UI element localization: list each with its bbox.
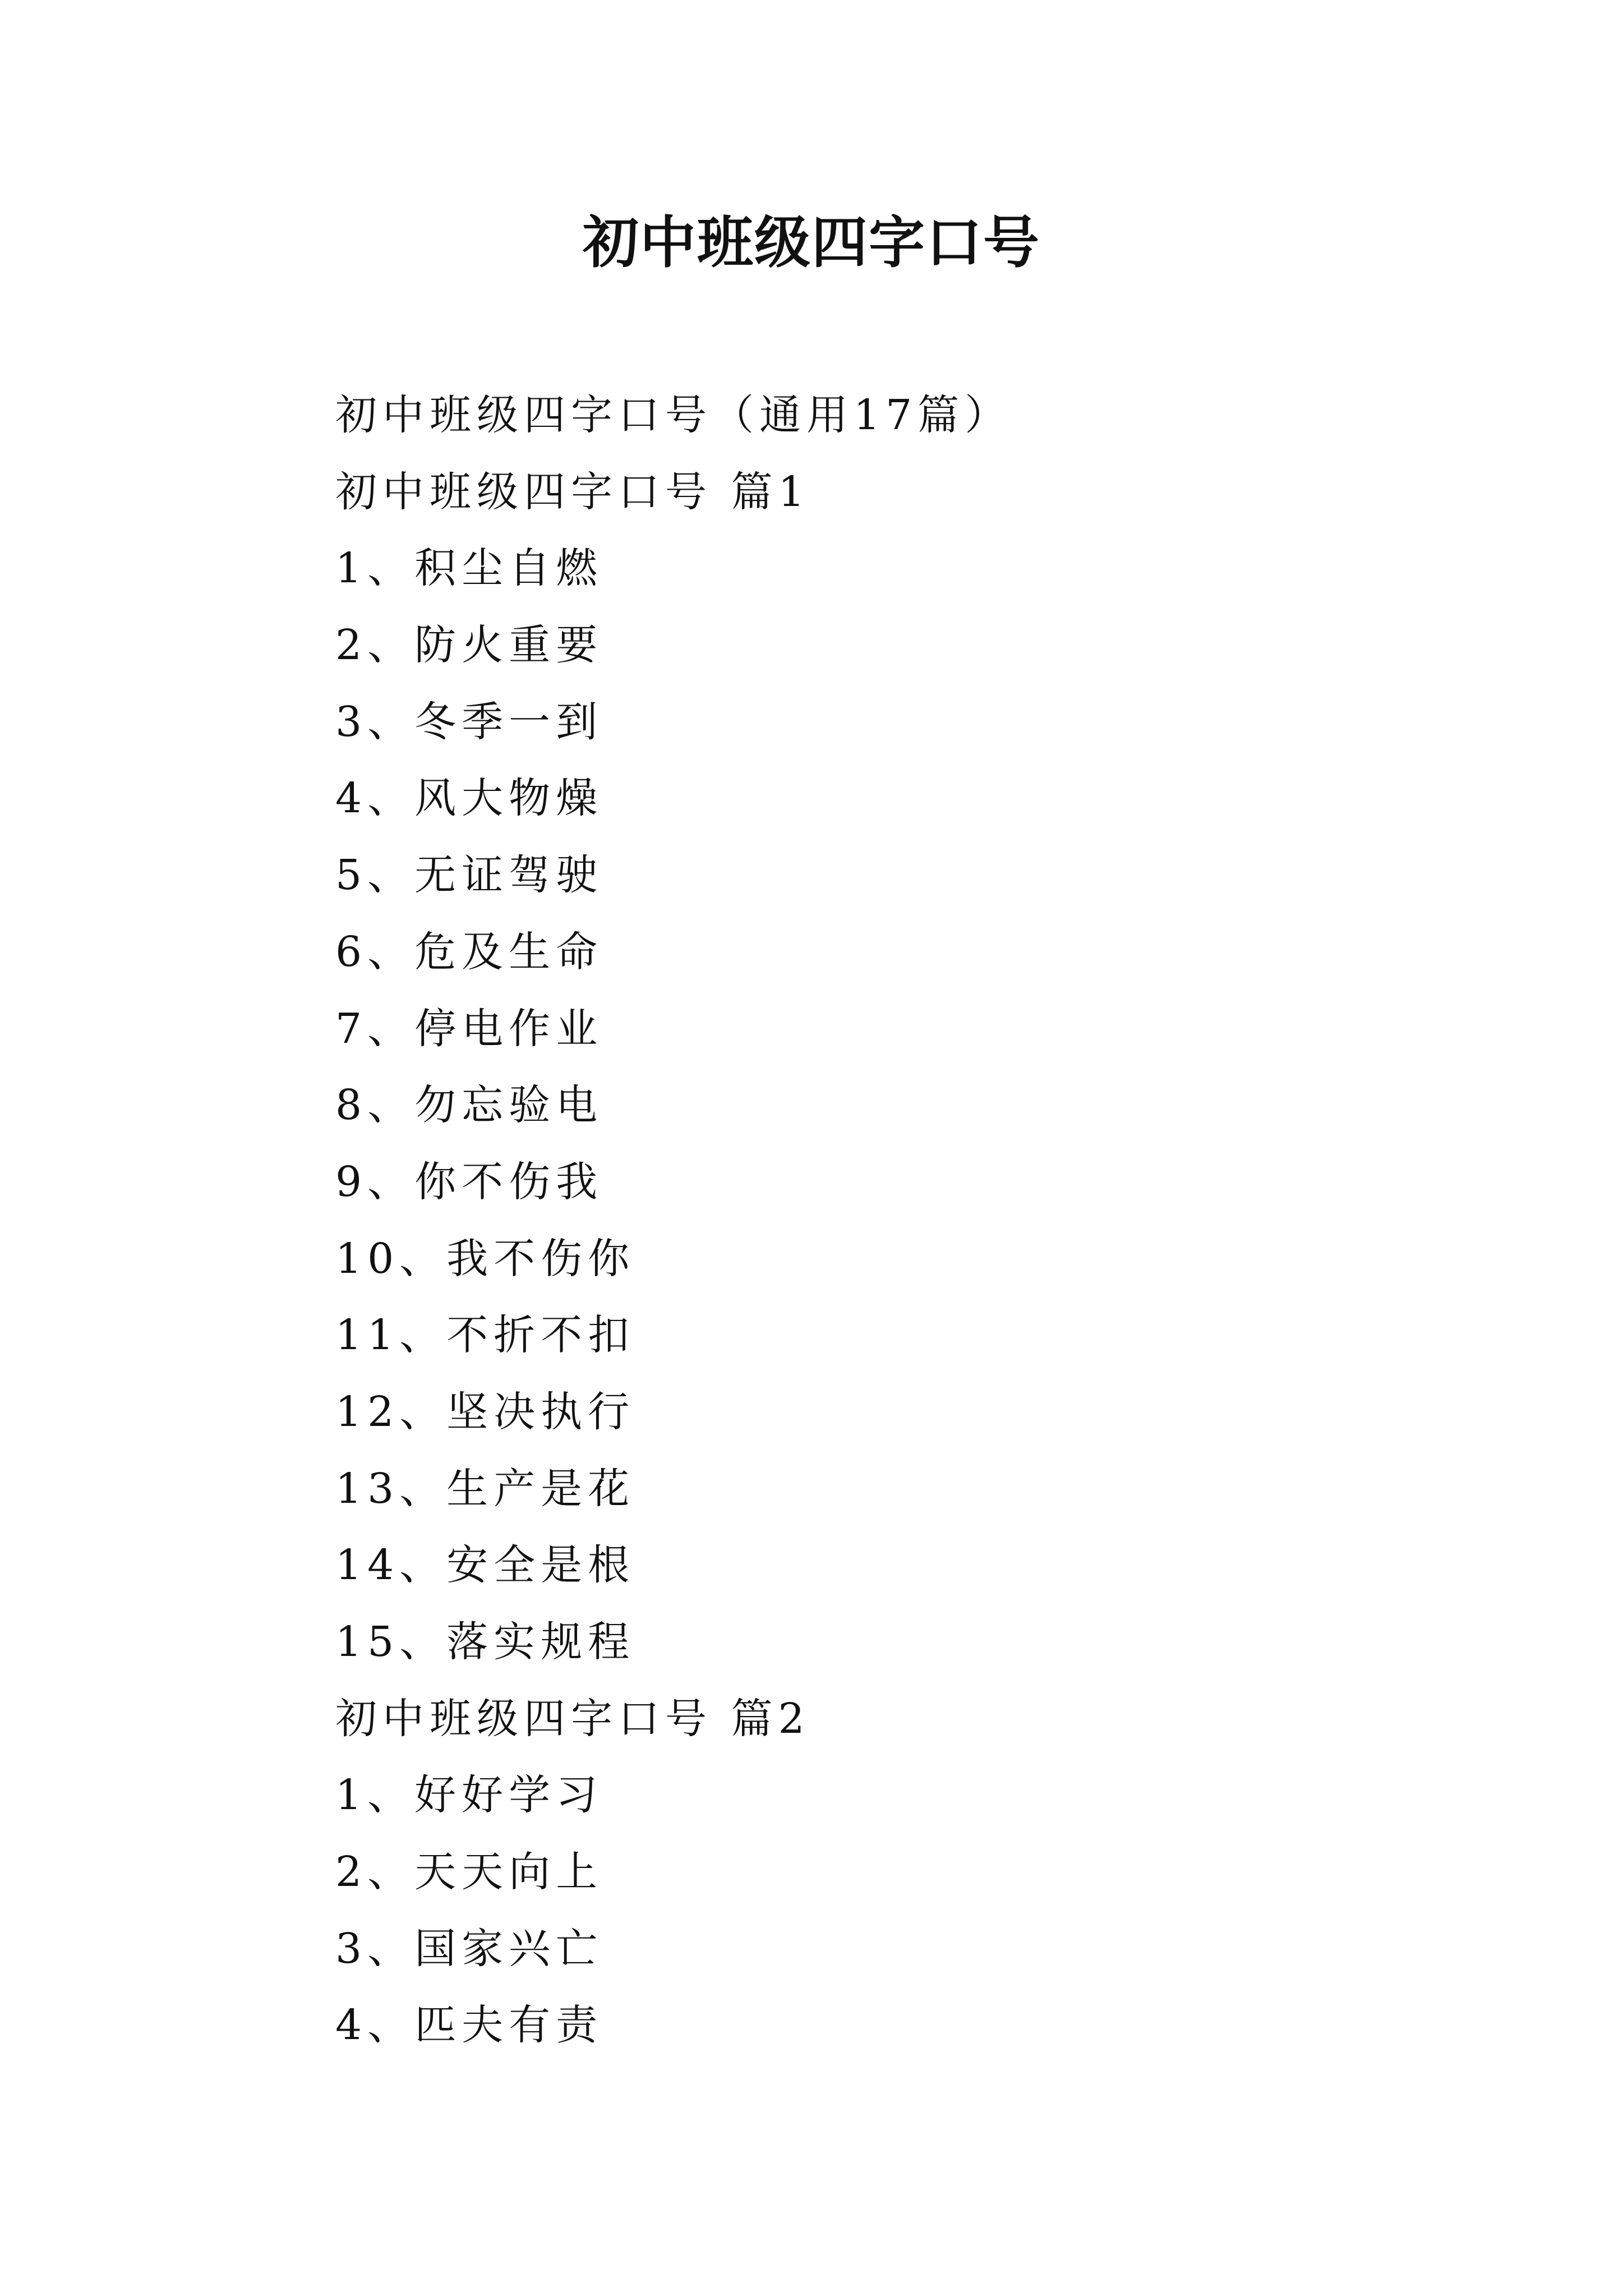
- slogan-item: 9、你不伤我: [335, 1157, 603, 1206]
- slogan-item: 8、勿忘验电: [335, 1081, 603, 1130]
- slogan-item: 2、防火重要: [335, 621, 603, 670]
- slogan-item: 14、安全是根: [335, 1541, 635, 1590]
- slogan-item: 15、落实规程: [335, 1618, 635, 1666]
- slogan-item: 1、积尘自燃: [335, 544, 603, 593]
- slogan-item: 4、风大物燥: [335, 774, 603, 823]
- document-title: 初中班级四字口号: [583, 209, 1040, 275]
- slogan-item: 3、国家兴亡: [335, 1924, 603, 1973]
- subtitle-line: 初中班级四字口号（通用17篇）: [335, 391, 1012, 439]
- slogan-item: 3、冬季一到: [335, 697, 603, 746]
- section-heading: 初中班级四字口号 篇2: [335, 1694, 810, 1743]
- slogan-item: 1、好好学习: [335, 1771, 603, 1820]
- slogan-item: 12、坚决执行: [335, 1387, 635, 1436]
- document-body: [335, 377, 1457, 2064]
- section-heading: 初中班级四字口号 篇1: [335, 467, 810, 516]
- slogan-item: 11、不折不扣: [335, 1311, 635, 1360]
- slogan-item: 4、匹夫有责: [335, 2001, 603, 2050]
- slogan-item: 7、停电作业: [335, 1004, 603, 1053]
- slogan-item: 6、危及生命: [335, 927, 603, 976]
- slogan-item: 5、无证驾驶: [335, 851, 603, 900]
- slogan-item: 10、我不伤你: [335, 1234, 635, 1283]
- slogan-item: 13、生产是花: [335, 1464, 635, 1513]
- slogan-item: 2、天天向上: [335, 1848, 603, 1897]
